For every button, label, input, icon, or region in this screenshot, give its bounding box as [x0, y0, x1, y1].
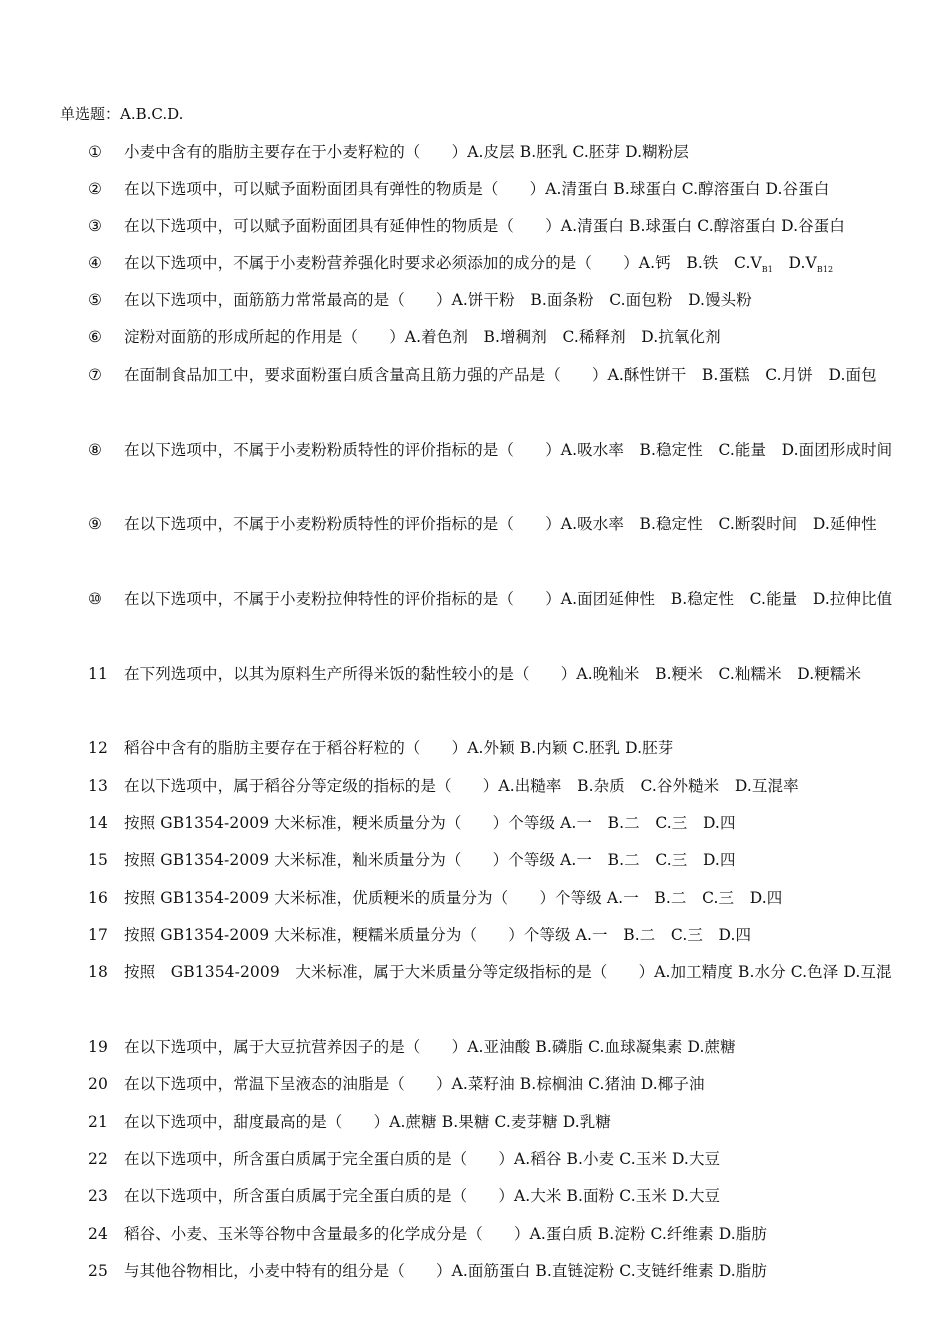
question-7	[60, 357, 895, 395]
question-number: 22	[88, 1150, 108, 1168]
question-text: 在以下选项中，所含蛋白质属于完全蛋白质的是（ ）A.稻谷 B.小麦 C.玉米 D.大豆	[124, 1150, 721, 1168]
subscript: B1	[761, 265, 773, 274]
question-25	[60, 1253, 895, 1291]
question-17	[60, 917, 895, 955]
question-text: 与其他谷物相比，小麦中特有的组分是（ ）A.面筋蛋白 B.直链淀粉 C.支链纤维素 D.脂肪	[124, 1262, 767, 1280]
question-text: 在以下选项中，不属于小麦粉粉质特性的评价指标的是（ ）A.吸水率 B.稳定性 C.断裂时间 D.延伸性	[124, 515, 877, 533]
question-number: ⑧	[88, 441, 102, 459]
question-11	[60, 656, 895, 694]
question-3	[60, 208, 895, 246]
question-text: 在以下选项中，不属于小麦粉营养强化时要求必须添加的成分的是（ ）A.钙 B.铁 C.V	[124, 254, 762, 272]
question-text: 在以下选项中，属于大豆抗营养因子的是（ ）A.亚油酸 B.磷脂 C.血球凝集素 D.蔗糖	[124, 1038, 736, 1056]
question-text: 按照 GB1354-2009 大米标准，优质粳米的质量分为（ ）个等级 A.一 B.二 C.三 D.四	[124, 889, 783, 907]
question-number: 14	[88, 814, 108, 832]
question-text: 在以下选项中，可以赋予面粉面团具有延伸性的物质是（ ）A.清蛋白 B.球蛋白 C.醇溶蛋白 D.谷蛋白	[124, 217, 845, 235]
question-number: 15	[88, 851, 108, 869]
question-number: ②	[88, 180, 102, 198]
question-text: 按照 GB1354-2009 大米标准，粳米质量分为（ ）个等级 A.一 B.二 C.三 D.四	[124, 814, 736, 832]
question-text: 稻谷、小麦、玉米等谷物中含量最多的化学成分是（ ）A.蛋白质 B.淀粉 C.纤维素 D.脂肪	[124, 1225, 767, 1243]
question-5	[60, 282, 895, 320]
section-header: 单选题：A.B.C.D.	[60, 105, 184, 123]
question-22	[60, 1141, 895, 1179]
question-10	[60, 581, 895, 619]
question-text: 在面制食品加工中，要求面粉蛋白质含量高且筋力强的产品是（ ）A.酥性饼干 B.蛋糕 C.月饼 D.面包	[124, 366, 877, 384]
question-text: 在以下选项中，面筋筋力常常最高的是（ ）A.饼干粉 B.面条粉 C.面包粉 D.馒头粉	[124, 291, 752, 309]
question-number: ①	[88, 143, 102, 161]
question-20	[60, 1066, 895, 1104]
question-text: 稻谷中含有的脂肪主要存在于稻谷籽粒的（ ）A.外颖 B.内颖 C.胚乳 D.胚芽	[124, 739, 674, 757]
question-text: 在以下选项中，不属于小麦粉粉质特性的评价指标的是（ ）A.吸水率 B.稳定性 C.能量 D.面团形成时间	[124, 441, 893, 459]
question-text: 在以下选项中，属于稻谷分等定级的指标的是（ ）A.出糙率 B.杂质 C.谷外糙米 D.互混率	[124, 777, 799, 795]
question-number: ⑤	[88, 291, 102, 309]
question-number: ⑥	[88, 328, 102, 346]
question-number: ⑩	[88, 590, 102, 608]
question-text: 按照 GB1354-2009 大米标准，籼米质量分为（ ）个等级 A.一 B.二 C.三 D.四	[124, 851, 736, 869]
question-number: ⑦	[88, 366, 102, 384]
question-23	[60, 1178, 895, 1216]
question-text: 按照 GB1354-2009 大米标准，属于大米质量分等定级指标的是（ ）A.加工精度 B.水分 C.色泽 D.互混	[124, 963, 892, 981]
question-13	[60, 768, 895, 806]
question-number: 20	[88, 1075, 108, 1093]
question-9	[60, 506, 895, 544]
question-text: 在下列选项中，以其为原料生产所得米饭的黏性较小的是（ ）A.晚籼米 B.粳米 C.籼糯米 D.粳糯米	[124, 665, 862, 683]
question-number: 11	[88, 665, 108, 683]
question-text: 淀粉对面筋的形成所起的作用是（ ）A.着色剂 B.增稠剂 C.稀释剂 D.抗氧化剂	[124, 328, 721, 346]
question-12	[60, 730, 895, 768]
question-1	[60, 134, 895, 172]
question-4	[60, 245, 895, 285]
question-2	[60, 171, 895, 209]
question-14	[60, 805, 895, 843]
question-24	[60, 1216, 895, 1254]
question-number: 23	[88, 1187, 108, 1205]
question-number: ⑨	[88, 515, 102, 533]
question-text: 在以下选项中，可以赋予面粉面团具有弹性的物质是（ ）A.清蛋白 B.球蛋白 C.醇溶蛋白 D.谷蛋白	[124, 180, 830, 198]
question-number: 16	[88, 889, 108, 907]
question-text: 在以下选项中，所含蛋白质属于完全蛋白质的是（ ）A.大米 B.面粉 C.玉米 D.大豆	[124, 1187, 721, 1205]
question-15	[60, 842, 895, 880]
question-number: ④	[88, 254, 102, 272]
question-text: 小麦中含有的脂肪主要存在于小麦籽粒的（ ）A.皮层 B.胚乳 C.胚芽 D.糊粉层	[124, 143, 689, 161]
question-text: 在以下选项中，不属于小麦粉拉伸特性的评价指标的是（ ）A.面团延伸性 B.稳定性 C.能量 D.拉伸比值	[124, 590, 893, 608]
question-text: 按照 GB1354-2009 大米标准，粳糯米质量分为（ ）个等级 A.一 B.二 C.三 D.四	[124, 926, 752, 944]
question-6	[60, 319, 895, 357]
question-number: 12	[88, 739, 108, 757]
question-number: ③	[88, 217, 102, 235]
question-text: 在以下选项中，甜度最高的是（ ）A.蔗糖 B.果糖 C.麦芽糖 D.乳糖	[124, 1113, 611, 1131]
question-number: 18	[88, 963, 108, 981]
question-text: 在以下选项中，常温下呈液态的油脂是（ ）A.菜籽油 B.棕榈油 C.猪油 D.椰子油	[124, 1075, 705, 1093]
question-18	[60, 954, 895, 992]
question-number: 17	[88, 926, 108, 944]
question-16	[60, 880, 895, 918]
question-number: 19	[88, 1038, 108, 1056]
question-number: 21	[88, 1113, 108, 1131]
question-8	[60, 432, 895, 470]
question-number: 25	[88, 1262, 108, 1280]
question-21	[60, 1104, 895, 1142]
subscript: B12	[816, 265, 834, 274]
question-text: D.V	[772, 254, 817, 272]
question-number: 13	[88, 777, 108, 795]
question-number: 24	[88, 1225, 108, 1243]
question-19	[60, 1029, 895, 1067]
